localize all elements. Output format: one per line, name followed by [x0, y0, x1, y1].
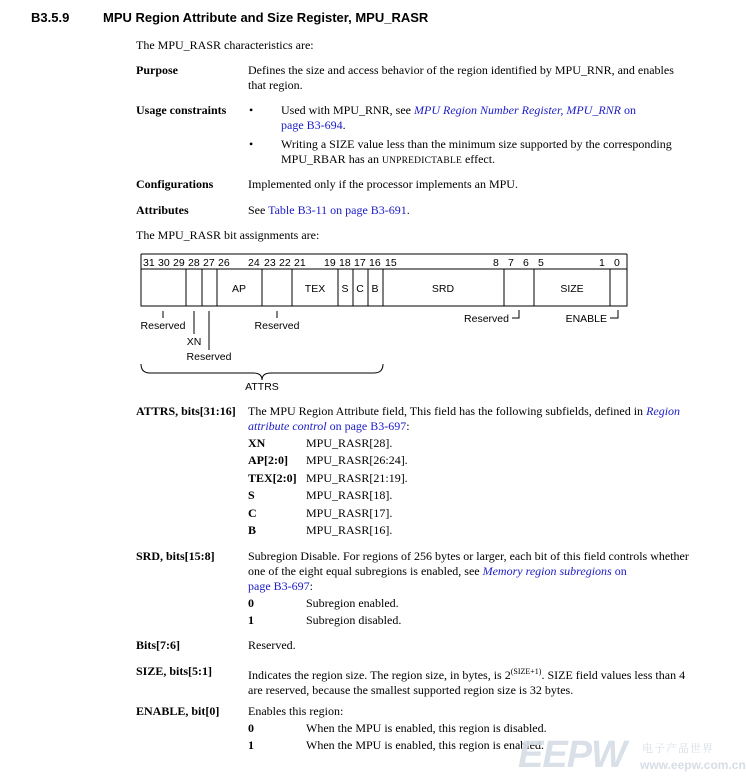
subfield-value: MPU_RASR[26:24]. — [306, 453, 408, 467]
field-c: C — [356, 283, 364, 295]
bit-number: 18 — [339, 257, 351, 269]
bit-number: 6 — [523, 257, 529, 269]
subfield-value: MPU_RASR[21:19]. — [306, 471, 408, 485]
usage-label: Usage constraints — [136, 103, 227, 117]
bullet-1: • — [249, 103, 254, 117]
link-region[interactable]: Region — [646, 404, 681, 418]
bit-number: 26 — [218, 257, 230, 269]
subfield-name: C — [248, 506, 257, 520]
link-mpu-rnr[interactable]: MPU Region Number Register, MPU_RNR — [414, 103, 621, 117]
bit-number: 19 — [324, 257, 336, 269]
bits76-label: Bits[7:6] — [136, 638, 180, 652]
purpose-label: Purpose — [136, 63, 178, 77]
enable-text: Enables this region: — [248, 704, 344, 718]
subfield-value: MPU_RASR[17]. — [306, 506, 393, 520]
watermark-cn: 电子产品世界 — [642, 743, 714, 755]
link-attribute-control[interactable]: attribute control — [248, 419, 327, 433]
link-page-b3-694[interactable]: page B3-694 — [281, 118, 343, 132]
enable-label: ENABLE, bit[0] — [136, 704, 220, 718]
purpose-text: Defines the size and access behavior of the region identified by MPU_RNR, and enables that region. — [248, 63, 674, 92]
field-b: B — [371, 283, 379, 295]
bits76-text: Reserved. — [248, 638, 296, 652]
bit-number: 27 — [203, 257, 215, 269]
attrs-label: ATTRS, bits[31:16] — [136, 404, 236, 418]
subfield-name: TEX[2:0] — [248, 471, 297, 485]
section-number: B3.5.9 — [31, 10, 70, 25]
usage-bullet-1: Used with MPU_RNR, see MPU Region Number Register, MPU_RNR on page B3-694. — [281, 103, 636, 132]
bit-number: 24 — [248, 257, 260, 269]
subfield-name: S — [248, 488, 255, 502]
usage-bullet-2: Writing a SIZE value less than the minimum size supported by the corresponding MPU_RBAR has an UNPREDICTABLE effect. — [281, 137, 672, 166]
bit-number: 30 — [158, 257, 170, 269]
srd-value-text: Subregion enabled. — [306, 596, 399, 610]
subfield-value: MPU_RASR[16]. — [306, 523, 393, 537]
srd-value-code: 0 — [248, 596, 254, 610]
intro-text: The MPU_RASR characteristics are: — [136, 38, 314, 52]
link-table-b3-11[interactable]: Table B3-11 on page B3-691 — [268, 203, 407, 217]
label-reserved-31-29: Reserved — [140, 320, 186, 332]
field-srd: SRD — [431, 283, 455, 295]
attrs-brace — [141, 364, 383, 380]
bit-number: 7 — [508, 257, 514, 269]
label-reserved-27: Reserved — [186, 351, 232, 363]
srd-label: SRD, bits[15:8] — [136, 549, 215, 563]
size-label: SIZE, bits[5:1] — [136, 664, 213, 678]
srd-text: Subregion Disable. For regions of 256 bytes or larger, each bit of this field controls whether one of the eight equal subregions is enabled, see Memory region subregions on page B3-697: — [248, 549, 689, 593]
bit-number: 8 — [493, 257, 499, 269]
attributes-label: Attributes — [136, 203, 189, 217]
link-page-b3-697-srd[interactable]: page B3-697 — [248, 579, 310, 593]
label-attrs: ATTRS — [245, 381, 279, 393]
link-page-b3-697[interactable]: page B3-697 — [344, 419, 407, 433]
link-memory-region-subregions[interactable]: Memory region subregions — [482, 564, 612, 578]
bit-number: 29 — [173, 257, 185, 269]
bit-number: 1 — [599, 257, 605, 269]
subfield-name: XN — [248, 436, 266, 450]
register-box — [141, 269, 627, 306]
bit-intro: The MPU_RASR bit assignments are: — [136, 228, 320, 242]
watermark-url: www.eepw.com.cn — [640, 758, 746, 772]
srd-value-code: 1 — [248, 613, 254, 627]
label-xn: XN — [186, 336, 202, 348]
configurations-label: Configurations — [136, 177, 214, 191]
field-ap: AP — [231, 283, 247, 295]
enable-value-code: 0 — [248, 721, 254, 735]
watermark-logo: EEPW — [518, 734, 626, 776]
bullet-2: • — [249, 137, 254, 151]
field-size: SIZE — [560, 283, 584, 295]
label-reserved-23-22: Reserved — [254, 320, 300, 332]
subfield-value: MPU_RASR[28]. — [306, 436, 393, 450]
bit-number: 23 — [264, 257, 276, 269]
attributes-text: See Table B3-11 on page B3-691. — [248, 203, 410, 217]
field-s: S — [341, 283, 349, 295]
enable-value-text: When the MPU is enabled, this region is enabled. — [306, 738, 544, 752]
enable-value-text: When the MPU is enabled, this region is disabled. — [306, 721, 547, 735]
subfield-name: B — [248, 523, 257, 537]
bit-number: 16 — [369, 257, 381, 269]
field-tex: TEX — [304, 283, 326, 295]
bit-number: 31 — [143, 257, 155, 269]
label-reserved-7-6: Reserved — [464, 313, 509, 325]
srd-value-text: Subregion disabled. — [306, 613, 402, 627]
bit-number: 0 — [614, 257, 620, 269]
subfield-value: MPU_RASR[18]. — [306, 488, 393, 502]
label-enable: ENABLE — [565, 313, 607, 325]
bit-number: 5 — [538, 257, 544, 269]
attrs-text: The MPU Region Attribute field, This field has the following subfields, defined in Region attribute control on page B3-697: — [248, 404, 681, 433]
bit-number: 17 — [354, 257, 366, 269]
configurations-text: Implemented only if the processor implements an MPU. — [248, 177, 518, 191]
enable-value-code: 1 — [248, 738, 254, 752]
bit-number: 22 — [279, 257, 291, 269]
subfield-name: AP[2:0] — [248, 453, 288, 467]
section-title: MPU Region Attribute and Size Register, MPU_RASR — [103, 10, 429, 25]
size-text: Indicates the region size. The region size, in bytes, is $2^{(SIZE+1)}$. SIZE field values less than 4 are reserved, because the smallest supported region size is 32 bytes. — [248, 667, 686, 697]
bit-number: 28 — [188, 257, 200, 269]
bit-number: 15 — [385, 257, 397, 269]
bit-number: 21 — [294, 257, 306, 269]
